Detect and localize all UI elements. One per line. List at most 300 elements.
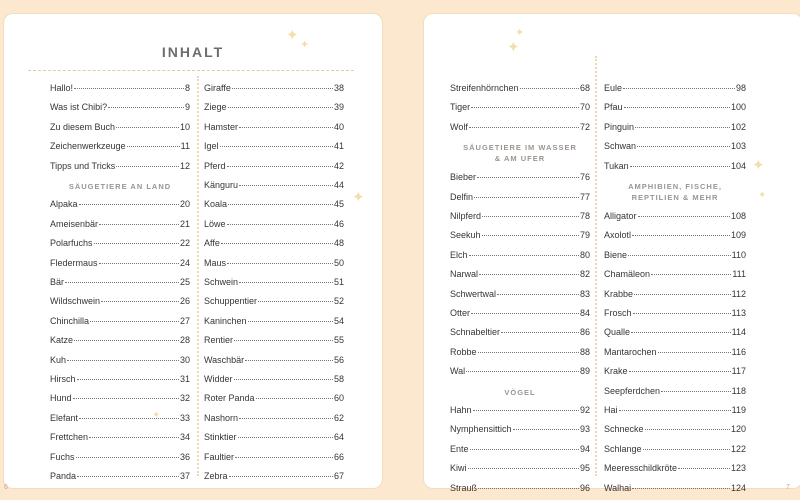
- toc-entry-label: Koala: [204, 199, 228, 210]
- toc-entry-page: 38: [333, 83, 344, 93]
- dot-leader: [651, 274, 731, 275]
- toc-entry[interactable]: [50, 197, 190, 211]
- toc-entry[interactable]: [450, 306, 590, 320]
- toc-entry-label: Chinchilla: [50, 315, 90, 326]
- toc-entry[interactable]: [204, 100, 344, 114]
- dot-leader: [634, 294, 731, 295]
- toc-entry-label: Streifenhörnchen: [450, 83, 519, 93]
- sparkle-icon: ✦: [752, 157, 765, 174]
- toc-entry-page: 22: [179, 238, 190, 249]
- toc-entry-label: Walhai: [604, 482, 632, 493]
- toc-entry[interactable]: [450, 403, 590, 417]
- toc-entry-label: Widder: [204, 374, 233, 384]
- toc-entry-label: Tipps und Tricks: [50, 160, 116, 171]
- toc-entry-page: 8: [184, 83, 190, 93]
- toc-entry-label: Tiger: [450, 102, 471, 113]
- toc-entry[interactable]: [604, 120, 746, 134]
- toc-entry-page: 31: [179, 374, 190, 384]
- toc-entry-page: 37: [179, 471, 190, 481]
- dot-leader: [227, 224, 333, 225]
- toc-entry[interactable]: [450, 345, 590, 359]
- dot-leader: [67, 360, 179, 361]
- section-heading: AMPHIBIEN, FISCHE, REPTILIEN & MEHR: [628, 182, 722, 202]
- toc-entry-page: 40: [333, 121, 344, 132]
- dot-leader: [89, 437, 179, 438]
- toc-entry-label: Schnabeltier: [450, 327, 501, 338]
- toc-entry[interactable]: [204, 197, 344, 211]
- toc-entry[interactable]: [604, 442, 746, 456]
- dot-leader: [239, 418, 333, 419]
- dot-leader: [99, 224, 179, 225]
- toc-entry-label: Kiwi: [450, 463, 467, 474]
- dot-leader: [630, 166, 730, 167]
- toc-entry[interactable]: [50, 236, 190, 250]
- toc-entry-page: 100: [730, 102, 746, 113]
- dot-leader: [474, 197, 579, 198]
- toc-entry-page: 21: [179, 218, 190, 229]
- section-heading: VÖGEL: [504, 387, 536, 397]
- toc-entry-page: 110: [731, 249, 746, 260]
- toc-entry-page: 118: [731, 385, 746, 396]
- toc-entry-page: 96: [579, 482, 590, 493]
- dot-leader: [116, 127, 179, 128]
- dot-leader: [239, 282, 333, 283]
- toc-entry-label: Nymphensittich: [450, 424, 512, 435]
- dot-leader: [94, 243, 179, 244]
- toc-entry-page: 102: [730, 121, 746, 132]
- dot-leader: [227, 166, 333, 167]
- dot-leader: [245, 360, 333, 361]
- toc-entry-label: Fuchs: [50, 451, 75, 462]
- toc-entry[interactable]: [50, 353, 190, 367]
- toc-entry[interactable]: [450, 228, 590, 242]
- dot-leader: [619, 410, 731, 411]
- toc-entry-label: Was ist Chibi?: [50, 102, 108, 113]
- toc-entry-page: 60: [333, 393, 344, 404]
- dot-leader: [466, 371, 579, 372]
- toc-entry-label: Delfin: [450, 191, 474, 202]
- toc-entry-page: 88: [579, 346, 590, 357]
- toc-entry-label: Löwe: [204, 218, 226, 229]
- toc-entry[interactable]: [50, 469, 190, 483]
- toc-entry[interactable]: [604, 384, 746, 398]
- toc-entry-page: 45: [333, 199, 344, 210]
- toc-entry-label: Rentier: [204, 335, 234, 346]
- dot-leader: [501, 332, 579, 333]
- toc-entry[interactable]: [50, 275, 190, 289]
- toc-entry[interactable]: [50, 294, 190, 308]
- toc-entry-label: Kaninchen: [204, 315, 247, 326]
- toc-entry-page: 92: [579, 405, 590, 415]
- dot-leader: [90, 321, 179, 322]
- toc-entry[interactable]: [204, 236, 344, 250]
- toc-entry-label: Krabbe: [604, 288, 634, 299]
- toc-entry[interactable]: [50, 450, 190, 464]
- toc-entry[interactable]: [50, 333, 190, 347]
- sparkle-icon: ✦: [286, 27, 299, 44]
- toc-entry-page: 95: [579, 463, 590, 474]
- toc-entry-label: Hirsch: [50, 374, 76, 384]
- right-page: [424, 14, 800, 493]
- dot-leader: [99, 263, 179, 264]
- toc-entry-page: 112: [731, 288, 746, 299]
- toc-entry[interactable]: [604, 481, 746, 495]
- toc-entry-label: Krake: [604, 366, 628, 377]
- toc-entry-label: Maus: [204, 257, 227, 268]
- column-divider: [595, 56, 597, 476]
- toc-entry-label: Schwertwal: [450, 288, 497, 299]
- toc-entry-label: Schwan: [604, 141, 637, 152]
- dot-leader: [73, 398, 179, 399]
- toc-entry-page: 109: [730, 230, 746, 241]
- dot-leader: [77, 379, 179, 380]
- toc-entry[interactable]: [604, 100, 746, 114]
- toc-entry[interactable]: [204, 178, 344, 192]
- toc-entry-label: Ameisenbär: [50, 218, 99, 229]
- toc-entry[interactable]: [604, 267, 746, 281]
- title-divider: [28, 70, 354, 71]
- toc-entry[interactable]: [604, 422, 746, 436]
- toc-entry[interactable]: [604, 159, 746, 173]
- sparkle-icon: ✦: [152, 410, 161, 421]
- toc-entry[interactable]: [50, 139, 190, 153]
- toc-entry-label: Affe: [204, 238, 220, 249]
- dot-leader: [632, 488, 730, 489]
- toc-entry[interactable]: [450, 209, 590, 223]
- toc-entry-page: 83: [579, 288, 590, 299]
- toc-entry-label: Faultier: [204, 451, 235, 462]
- toc-entry-label: Hamster: [204, 121, 239, 132]
- dot-leader: [635, 127, 730, 128]
- toc-entry-label: Axolotl: [604, 230, 632, 241]
- toc-entry-page: 54: [333, 315, 344, 326]
- dot-leader: [238, 437, 333, 438]
- toc-entry-label: Ente: [450, 443, 469, 454]
- toc-entry-page: 117: [731, 366, 746, 377]
- toc-entry-label: Chamäleon: [604, 269, 651, 280]
- toc-entry-page: 9: [184, 102, 190, 113]
- dot-leader: [482, 216, 579, 217]
- toc-entry-page: 94: [579, 443, 590, 454]
- toc-entry[interactable]: [204, 353, 344, 367]
- toc-entry-label: Igel: [204, 141, 219, 152]
- dot-leader: [256, 398, 333, 399]
- toc-entry[interactable]: [604, 209, 746, 223]
- toc-entry-label: Wildschwein: [50, 296, 101, 307]
- dot-leader: [471, 107, 579, 108]
- dot-leader: [478, 352, 579, 353]
- toc-entry-page: 124: [730, 482, 746, 493]
- toc-entry[interactable]: [450, 422, 590, 436]
- dot-leader: [469, 127, 579, 128]
- toc-entry[interactable]: [204, 372, 344, 386]
- dot-leader: [478, 488, 579, 489]
- toc-entry-page: 76: [579, 172, 590, 183]
- dot-leader: [631, 332, 731, 333]
- toc-entry-page: 80: [579, 249, 590, 260]
- toc-entry-page: 10: [179, 121, 190, 132]
- sparkle-icon: ✦: [507, 39, 520, 56]
- toc-entry-page: 82: [579, 269, 590, 280]
- dot-leader: [633, 313, 731, 314]
- toc-entry[interactable]: [450, 442, 590, 456]
- toc-entry-label: Pferd: [204, 160, 226, 171]
- dot-leader: [221, 243, 333, 244]
- toc-entry[interactable]: [204, 314, 344, 328]
- toc-entry-page: 67: [333, 471, 344, 481]
- section-heading: SÄUGETIERE AN LAND: [68, 182, 172, 191]
- toc-entry-page: 56: [333, 354, 344, 365]
- toc-entry-label: Fledermaus: [50, 257, 98, 268]
- toc-entry-page: 12: [179, 160, 190, 171]
- toc-entry[interactable]: [450, 170, 590, 184]
- dot-leader: [229, 476, 333, 477]
- toc-entry-page: 52: [333, 296, 344, 307]
- dot-leader: [258, 301, 333, 302]
- toc-entry-page: 50: [333, 257, 344, 268]
- toc-entry[interactable]: [604, 461, 746, 475]
- dot-leader: [248, 321, 333, 322]
- toc-entry-label: Pfau: [604, 102, 623, 113]
- dot-leader: [234, 340, 333, 341]
- toc-entry-page: 123: [730, 463, 746, 474]
- toc-entry-page: 27: [179, 315, 190, 326]
- page-number-right: 7: [786, 484, 790, 491]
- toc-entry-page: 26: [179, 296, 190, 307]
- toc-entry-label: Meeresschildkröte: [604, 463, 678, 474]
- toc-entry[interactable]: [450, 248, 590, 262]
- toc-entry-page: 11: [180, 141, 190, 152]
- toc-entry-page: 86: [579, 327, 590, 338]
- toc-entry[interactable]: [604, 345, 746, 359]
- toc-entry-page: 48: [333, 238, 344, 249]
- dot-leader: [127, 146, 180, 147]
- toc-entry-label: Hahn: [450, 405, 472, 415]
- toc-entry-label: Känguru: [204, 180, 239, 190]
- toc-entry-label: Frettchen: [50, 432, 89, 443]
- dot-leader: [628, 255, 731, 256]
- toc-entry[interactable]: [50, 159, 190, 173]
- toc-entry[interactable]: [50, 81, 190, 95]
- toc-entry[interactable]: [204, 391, 344, 405]
- toc-entry-label: Schnecke: [604, 424, 644, 435]
- toc-entry-page: 39: [333, 102, 344, 113]
- toc-entry[interactable]: [50, 372, 190, 386]
- dot-leader: [471, 313, 579, 314]
- toc-entry[interactable]: [604, 248, 746, 262]
- toc-entry-label: Nashorn: [204, 412, 239, 423]
- toc-entry[interactable]: [604, 403, 746, 417]
- toc-entry[interactable]: [604, 325, 746, 339]
- dot-leader: [638, 216, 730, 217]
- sparkle-icon: ✦: [352, 189, 365, 206]
- toc-entry[interactable]: [204, 217, 344, 231]
- toc-entry[interactable]: [50, 411, 190, 425]
- toc-entry[interactable]: [204, 430, 344, 444]
- toc-entry[interactable]: [204, 256, 344, 270]
- sparkle-icon: ✦: [515, 27, 525, 39]
- toc-entry[interactable]: [204, 81, 344, 95]
- toc-entry-page: 34: [179, 432, 190, 443]
- toc-entry[interactable]: [50, 120, 190, 134]
- toc-entry[interactable]: [604, 139, 746, 153]
- dot-leader: [632, 235, 730, 236]
- toc-entry[interactable]: [50, 217, 190, 231]
- dot-leader: [77, 476, 179, 477]
- toc-entry-page: 89: [579, 366, 590, 377]
- dot-leader: [228, 107, 333, 108]
- toc-entry[interactable]: [204, 275, 344, 289]
- toc-entry-page: 44: [333, 180, 344, 190]
- dot-leader: [658, 352, 731, 353]
- dot-leader: [220, 146, 333, 147]
- toc-entry-label: Stinktier: [204, 432, 237, 443]
- toc-entry[interactable]: [604, 364, 746, 378]
- dot-leader: [497, 294, 579, 295]
- toc-entry[interactable]: [450, 287, 590, 301]
- toc-entry-label: Seepferdchen: [604, 385, 661, 396]
- dot-leader: [469, 255, 579, 256]
- toc-entry-label: Schlange: [604, 443, 642, 454]
- toc-entry[interactable]: [450, 190, 590, 204]
- dot-leader: [101, 301, 179, 302]
- dot-leader: [520, 88, 579, 89]
- toc-entry-page: 32: [179, 393, 190, 404]
- toc-entry-label: Zebra: [204, 471, 228, 481]
- toc-entry-label: Pinguin: [604, 121, 635, 132]
- dot-leader: [227, 263, 333, 264]
- dot-leader: [239, 185, 333, 186]
- dot-leader: [678, 468, 730, 469]
- toc-entry[interactable]: [450, 81, 590, 95]
- toc-entry[interactable]: [604, 228, 746, 242]
- toc-entry-label: Zeichenwerkzeuge: [50, 141, 126, 152]
- toc-entry[interactable]: [204, 139, 344, 153]
- toc-entry-label: Seekuh: [450, 230, 481, 241]
- toc-entry-label: Elefant: [50, 412, 79, 423]
- dot-leader: [637, 146, 730, 147]
- toc-entry[interactable]: [450, 267, 590, 281]
- toc-entry[interactable]: [204, 294, 344, 308]
- toc-entry[interactable]: [204, 120, 344, 134]
- toc-entry[interactable]: [204, 159, 344, 173]
- dot-leader: [79, 204, 179, 205]
- toc-entry-page: 98: [735, 83, 746, 93]
- toc-entry[interactable]: [450, 325, 590, 339]
- toc-entry-label: Panda: [50, 471, 77, 481]
- toc-entry[interactable]: [604, 306, 746, 320]
- toc-entry[interactable]: [204, 411, 344, 425]
- toc-entry-label: Otter: [450, 308, 471, 318]
- dot-leader: [79, 418, 179, 419]
- toc-entry-label: Katze: [50, 335, 74, 346]
- toc-entry-page: 41: [333, 141, 344, 152]
- dot-leader: [74, 88, 184, 89]
- toc-entry-page: 66: [333, 451, 344, 462]
- left-page: [4, 14, 382, 488]
- dot-leader: [235, 457, 333, 458]
- toc-entry-page: 70: [579, 102, 590, 113]
- toc-entry-label: Wal: [450, 366, 466, 377]
- toc-entry-label: Alpaka: [50, 199, 78, 210]
- dot-leader: [76, 457, 179, 458]
- toc-entry-label: Hai: [604, 405, 618, 415]
- toc-entry[interactable]: [450, 100, 590, 114]
- toc-entry-label: Tukan: [604, 160, 629, 171]
- toc-entry-page: 113: [731, 308, 746, 318]
- toc-entry-page: 51: [333, 277, 344, 287]
- toc-entry[interactable]: [604, 81, 746, 95]
- dot-leader: [470, 449, 579, 450]
- toc-entry-page: 114: [731, 327, 746, 338]
- toc-entry-label: Kuh: [50, 354, 67, 365]
- toc-entry-label: Alligator: [604, 211, 637, 221]
- dot-leader: [477, 177, 579, 178]
- dot-leader: [65, 282, 179, 283]
- toc-entry-label: Biene: [604, 249, 628, 260]
- toc-entry-page: 62: [333, 412, 344, 423]
- toc-entry-page: 116: [731, 346, 746, 357]
- toc-entry-page: 104: [730, 160, 746, 171]
- toc-entry-label: Giraffe: [204, 83, 231, 93]
- dot-leader: [108, 107, 184, 108]
- toc-entry[interactable]: [450, 364, 590, 378]
- toc-entry-page: 42: [333, 160, 344, 171]
- toc-entry-page: 30: [179, 354, 190, 365]
- toc-entry-page: 72: [579, 121, 590, 132]
- dot-leader: [479, 274, 579, 275]
- dot-leader: [74, 340, 179, 341]
- dot-leader: [643, 449, 730, 450]
- toc-entry-label: Schwein: [204, 277, 239, 287]
- toc-entry[interactable]: [450, 461, 590, 475]
- toc-entry[interactable]: [50, 100, 190, 114]
- toc-entry-label: Hallo!: [50, 83, 74, 93]
- toc-entry[interactable]: [204, 450, 344, 464]
- dot-leader: [116, 166, 179, 167]
- sparkle-icon: ✦: [300, 39, 310, 51]
- toc-entry-label: Zu diesem Buch: [50, 121, 116, 132]
- toc-entry[interactable]: [50, 256, 190, 270]
- toc-entry[interactable]: [50, 391, 190, 405]
- toc-entry[interactable]: [450, 481, 590, 495]
- toc-entry-page: 122: [730, 443, 746, 454]
- toc-entry-page: 25: [179, 277, 190, 287]
- toc-entry-page: 79: [579, 230, 590, 241]
- dot-leader: [645, 429, 730, 430]
- toc-entry-label: Elch: [450, 249, 468, 260]
- toc-entry[interactable]: [204, 333, 344, 347]
- toc-entry-page: 36: [179, 451, 190, 462]
- toc-entry[interactable]: [204, 469, 344, 483]
- toc-entry[interactable]: [50, 314, 190, 328]
- toc-entry-label: Nilpferd: [450, 211, 482, 221]
- toc-entry-label: Frosch: [604, 308, 632, 318]
- toc-entry-page: 111: [732, 269, 746, 280]
- dot-leader: [228, 204, 333, 205]
- toc-entry[interactable]: [604, 287, 746, 301]
- toc-entry-page: 84: [579, 308, 590, 318]
- toc-entry-label: Schuppentier: [204, 296, 258, 307]
- toc-entry-page: 78: [579, 211, 590, 221]
- dot-leader: [624, 107, 730, 108]
- toc-entry-label: Bieber: [450, 172, 477, 183]
- toc-entry-label: Waschbär: [204, 354, 245, 365]
- dot-leader: [661, 391, 731, 392]
- toc-entry[interactable]: [450, 120, 590, 134]
- toc-entry-page: 24: [179, 257, 190, 268]
- toc-entry[interactable]: [50, 430, 190, 444]
